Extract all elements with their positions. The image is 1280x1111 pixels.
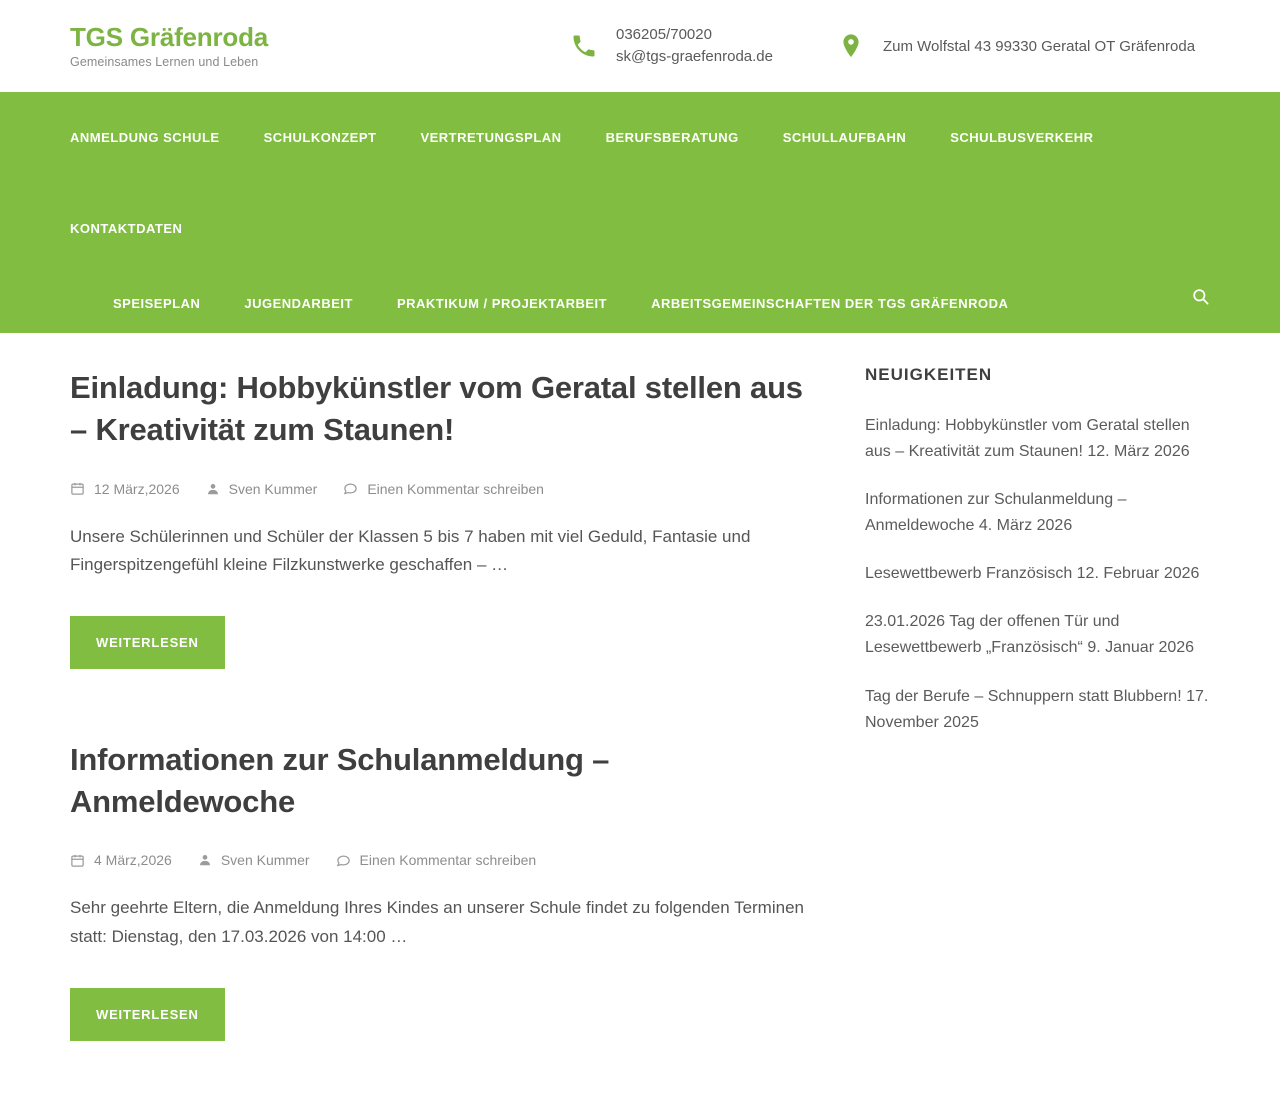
calendar-icon — [70, 481, 85, 496]
post-article — [70, 367, 805, 669]
news-list-item[interactable]: Lesewettbewerb Französisch 12. Februar 2026 — [865, 565, 1200, 583]
site-title[interactable]: TGS Gräfenroda — [70, 21, 269, 52]
read-more-button[interactable]: WEITERLESEN — [70, 616, 225, 669]
nav-item-berufsberatung[interactable]: BERUFSBERATUNG — [605, 130, 739, 145]
nav-item-kontaktdaten[interactable]: KONTAKTDATEN — [70, 221, 183, 236]
nav-item-schulbusverkehr[interactable]: SCHULBUSVERKEHR — [950, 130, 1094, 145]
user-icon — [206, 482, 220, 496]
post-comments[interactable] — [336, 852, 537, 868]
post-author[interactable] — [206, 481, 318, 497]
header-contact-info — [570, 24, 1210, 68]
nav-row-secondary — [113, 274, 1210, 333]
content-wrapper — [0, 333, 1280, 1111]
post-author-text[interactable]: Sven Kummer — [228, 480, 318, 497]
calendar-icon — [70, 853, 85, 868]
news-list-item[interactable]: 23.01.2026 Tag der offenen Tür und Lesewettbewerb „Französisch“ 9. Januar 2026 — [865, 613, 1195, 657]
comment-icon — [343, 481, 358, 496]
main-navigation — [0, 92, 1280, 333]
nav-item-schulkonzept[interactable]: SCHULKONZEPT — [263, 130, 377, 145]
main-content — [70, 333, 805, 1111]
search-icon[interactable] — [1191, 287, 1210, 306]
nav-item-jugendarbeit[interactable]: JUGENDARBEIT — [244, 296, 353, 311]
sidebar — [865, 333, 1210, 1111]
nav-item-anmeldung-schule[interactable]: ANMELDUNG SCHULE — [70, 130, 220, 145]
nav-item-schullaufbahn[interactable]: SCHULLAUFBAHN — [782, 130, 907, 145]
phone-icon — [570, 32, 598, 60]
post-excerpt: Unsere Schülerinnen und Schüler der Klassen 5 bis 7 haben mit viel Geduld, Fantasie und Fingerspitzengefühl kleine Filzkunstwerke geschaffen – … — [70, 526, 751, 575]
comment-icon — [336, 853, 351, 868]
site-branding[interactable] — [70, 23, 370, 70]
nav-item-speiseplan[interactable]: SPEISEPLAN — [113, 296, 201, 311]
widget-title-news: NEUIGKEITEN — [865, 365, 993, 384]
nav-list-primary — [70, 92, 1210, 274]
news-list-item[interactable]: Informationen zur Schulanmeldung – Anmeldewoche 4. März 2026 — [865, 491, 1127, 535]
news-list-item[interactable]: Tag der Berufe – Schnuppern statt Blubbern! 17. November 2025 — [865, 687, 1209, 731]
post-comments-text[interactable]: Einen Kommentar schreiben — [359, 852, 537, 869]
site-header — [0, 0, 1280, 92]
news-list-item[interactable]: Einladung: Hobbykünstler vom Geratal stellen aus – Kreativität zum Staunen! 12. März 2026 — [865, 417, 1190, 461]
post-date-text: 12 März,2026 — [94, 480, 180, 497]
post-date — [70, 852, 172, 868]
post-comments[interactable] — [343, 481, 544, 497]
post-comments-text[interactable]: Einen Kommentar schreiben — [367, 480, 544, 497]
map-pin-icon — [837, 32, 865, 60]
post-meta — [70, 481, 805, 497]
nav-row-primary — [70, 92, 1210, 274]
nav-list-secondary — [113, 274, 1008, 333]
contact-phone-number[interactable]: 036205/70020 — [616, 26, 712, 44]
site-tagline: Gemeinsames Lernen und Leben — [70, 55, 259, 70]
post-meta — [70, 852, 805, 868]
post-title[interactable]: Einladung: Hobbykünstler vom Geratal stellen aus – Kreativität zum Staunen! — [70, 370, 803, 447]
contact-address-text: Zum Wolfstal 43 99330 Geratal OT Gräfenroda — [882, 37, 1196, 55]
post-title[interactable]: Informationen zur Schulanmeldung – Anmeldewoche — [70, 741, 610, 819]
user-icon — [198, 853, 212, 867]
post-excerpt: Sehr geehrte Eltern, die Anmeldung Ihres Kindes an unserer Schule findet zu folgenden Terminen statt: Dienstag, den 17.03.2026 von 14:00 … — [70, 898, 804, 947]
contact-email[interactable]: sk@tgs-graefenroda.de — [616, 48, 773, 65]
post-date-text: 4 März,2026 — [94, 852, 172, 869]
contact-phone-block — [570, 24, 773, 68]
post-article — [70, 739, 805, 1041]
nav-item-praktikum-projektarbeit[interactable]: PRAKTIKUM / PROJEKTARBEIT — [396, 296, 608, 311]
nav-search-area — [1191, 287, 1210, 311]
nav-item-arbeitsgemeinschaften[interactable]: ARBEITSGEMEINSCHAFTEN DER TGS GRÄFENRODA — [651, 296, 1009, 311]
read-more-button[interactable]: WEITERLESEN — [70, 988, 225, 1041]
post-date — [70, 481, 180, 497]
news-list — [865, 413, 1210, 736]
post-author[interactable] — [198, 852, 310, 868]
nav-item-vertretungsplan[interactable]: VERTRETUNGSPLAN — [420, 130, 562, 145]
contact-address-block — [837, 32, 1195, 60]
post-author-text[interactable]: Sven Kummer — [220, 852, 310, 869]
